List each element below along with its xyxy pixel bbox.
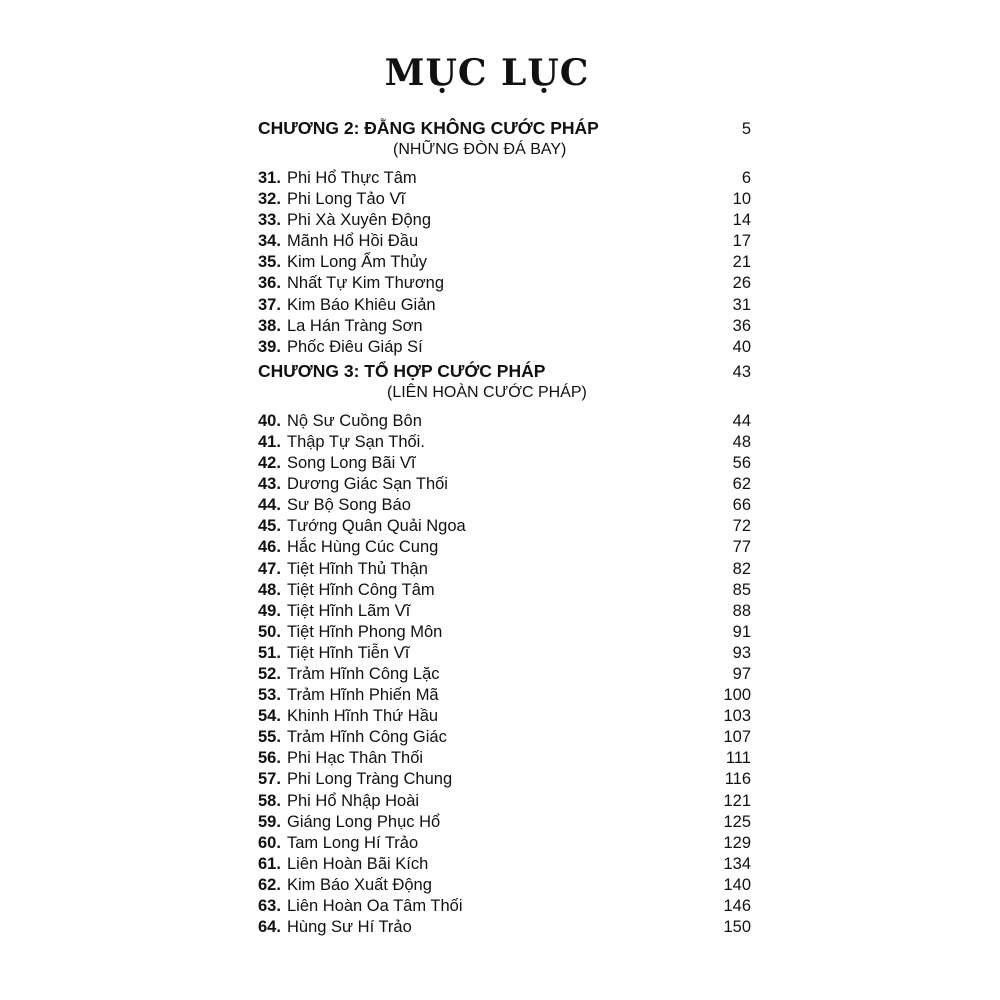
entry-name: Tiệt Hĩnh Tiễn Vĩ xyxy=(287,643,410,662)
entry-name: Trảm Hĩnh Công Lặc xyxy=(287,664,440,683)
entry-page-number: 91 xyxy=(732,622,751,641)
toc-entry xyxy=(258,433,753,454)
entry-name: Kim Báo Khiêu Giản xyxy=(287,295,436,314)
entry-name: Tiệt Hĩnh Phong Môn xyxy=(287,622,443,641)
toc-entry xyxy=(258,749,753,770)
entry-number: 40. xyxy=(258,411,281,430)
entry-name: Mãnh Hổ Hồi Đầu xyxy=(287,232,419,251)
entry-page-number: 88 xyxy=(732,601,751,620)
entry-page-number: 72 xyxy=(732,517,751,536)
entry-page-number: 150 xyxy=(723,918,751,937)
entry-name: Hùng Sư Hí Trảo xyxy=(287,918,412,937)
toc-entry xyxy=(258,274,753,295)
toc-entry xyxy=(258,296,753,317)
entry-name: Liên Hoàn Bãi Kích xyxy=(287,854,429,873)
entry-page-number: 129 xyxy=(723,833,751,852)
entry-page-number: 31 xyxy=(732,295,751,314)
entry-number: 49. xyxy=(258,601,281,620)
entry-page-number: 36 xyxy=(732,316,751,335)
toc-entry xyxy=(258,918,753,939)
toc-entry xyxy=(258,232,753,253)
toc-entry xyxy=(258,855,753,876)
entry-page-number: 111 xyxy=(725,749,751,768)
chapter-page-number: 43 xyxy=(732,362,751,381)
entry-page-number: 62 xyxy=(732,475,751,494)
entry-name: Phi Hạc Thân Thối xyxy=(287,749,424,768)
entry-number: 45. xyxy=(258,517,281,536)
entry-number: 38. xyxy=(258,316,281,335)
entry-page-number: 121 xyxy=(723,791,751,810)
entry-name: Thập Tự Sạn Thối. xyxy=(287,432,425,451)
entry-name: Phi Hổ Thực Tâm xyxy=(287,169,417,187)
entry-name: Phốc Điêu Giáp Sí xyxy=(287,337,423,356)
entry-page-number: 93 xyxy=(732,643,751,662)
entry-number: 35. xyxy=(258,253,281,272)
entry-number: 33. xyxy=(258,211,281,230)
entry-name: La Hán Tràng Sơn xyxy=(287,316,423,335)
entry-name: Trảm Hĩnh Công Giác xyxy=(287,728,447,747)
entry-page-number: 77 xyxy=(732,538,751,557)
entry-number: 43. xyxy=(258,475,281,494)
entry-name: Hắc Hùng Cúc Cung xyxy=(287,538,439,557)
entry-page-number: 48 xyxy=(732,432,751,451)
entry-number: 61. xyxy=(258,854,281,873)
entry-number: 60. xyxy=(258,833,281,852)
entry-number: 47. xyxy=(258,559,281,578)
toc-entry xyxy=(258,211,753,232)
toc-entry xyxy=(258,644,753,665)
entry-page-number: 107 xyxy=(723,728,751,747)
chapter-subtitle: (LIÊN HOÀN CƯỚC PHÁP) xyxy=(387,383,587,401)
entry-name: Kim Long Ẩm Thủy xyxy=(287,253,428,272)
toc-entry xyxy=(258,707,753,728)
toc-entry xyxy=(258,253,753,274)
entry-number: 59. xyxy=(258,812,281,831)
entry-page-number: 66 xyxy=(732,496,751,515)
toc-entry xyxy=(258,190,753,211)
entry-page-number: 17 xyxy=(732,232,751,251)
entry-number: 51. xyxy=(258,643,281,662)
toc-entry xyxy=(258,454,753,475)
entry-page-number: 125 xyxy=(723,812,751,831)
toc-entry xyxy=(258,581,753,602)
toc-entry xyxy=(258,665,753,686)
entry-page-number: 100 xyxy=(723,686,751,705)
entry-number: 31. xyxy=(258,169,281,187)
entry-name: Nộ Sư Cuồng Bôn xyxy=(287,411,422,430)
entry-number: 57. xyxy=(258,770,281,789)
entry-name: Dương Giác Sạn Thối xyxy=(287,475,448,494)
toc-list xyxy=(258,116,753,941)
entry-name: Kim Báo Xuất Động xyxy=(287,875,432,894)
toc-entry xyxy=(258,538,753,559)
entry-number: 39. xyxy=(258,337,281,356)
chapter-title: CHƯƠNG 3: TỔ HỢP CƯỚC PHÁP xyxy=(258,360,546,381)
toc-entry xyxy=(258,897,753,918)
entry-name: Tam Long Hí Trảo xyxy=(287,833,419,852)
entry-number: 41. xyxy=(258,432,281,451)
chapter-heading xyxy=(258,118,753,141)
entry-page-number: 103 xyxy=(723,707,751,726)
entry-list xyxy=(258,169,753,359)
entry-number: 44. xyxy=(258,496,281,515)
entry-name: Sư Bộ Song Báo xyxy=(287,496,411,515)
entry-page-number: 40 xyxy=(732,337,751,356)
entry-number: 53. xyxy=(258,686,281,705)
entry-page-number: 140 xyxy=(723,875,751,894)
entry-page-number: 26 xyxy=(732,274,751,293)
toc-entry xyxy=(258,792,753,813)
toc-entry xyxy=(258,602,753,623)
entry-number: 36. xyxy=(258,274,281,293)
entry-page-number: 21 xyxy=(732,253,751,272)
entry-name: Liên Hoàn Oa Tâm Thối xyxy=(287,897,463,915)
toc-entry xyxy=(258,496,753,517)
entry-name: Trảm Hĩnh Phiến Mã xyxy=(287,686,439,705)
entry-page-number: 85 xyxy=(732,580,751,599)
toc-entry xyxy=(258,623,753,644)
toc-entry xyxy=(258,686,753,707)
entry-page-number: 97 xyxy=(732,664,751,683)
entry-name: Phi Hổ Nhập Hoài xyxy=(287,791,420,810)
entry-name: Nhất Tự Kim Thương xyxy=(287,274,445,293)
entry-number: 42. xyxy=(258,454,281,473)
entry-name: Tiệt Hĩnh Lãm Vĩ xyxy=(287,601,411,620)
toc-entry xyxy=(258,813,753,834)
entry-number: 54. xyxy=(258,707,281,726)
entry-page-number: 14 xyxy=(732,211,751,230)
entry-number: 37. xyxy=(258,295,281,314)
toc-entry xyxy=(258,560,753,581)
entry-number: 50. xyxy=(258,622,281,641)
toc-entry xyxy=(258,876,753,897)
entry-number: 58. xyxy=(258,791,281,810)
entry-list xyxy=(258,412,753,939)
entry-page-number: 134 xyxy=(723,854,751,873)
chapter-title: CHƯƠNG 2: ĐẰNG KHÔNG CƯỚC PHÁP xyxy=(258,118,599,138)
entry-number: 63. xyxy=(258,897,281,915)
toc-entry xyxy=(258,475,753,496)
toc-entry xyxy=(258,728,753,749)
chapter-subtitle: (NHỮNG ĐÒN ĐÁ BAY) xyxy=(393,141,567,158)
toc-entry xyxy=(258,517,753,538)
entry-number: 46. xyxy=(258,538,281,557)
toc-entry xyxy=(258,834,753,855)
entry-number: 48. xyxy=(258,580,281,599)
entry-number: 52. xyxy=(258,664,281,683)
entry-number: 32. xyxy=(258,190,281,209)
toc-entry xyxy=(258,338,753,359)
entry-name: Tướng Quân Quải Ngoa xyxy=(287,517,466,536)
toc-entry xyxy=(258,169,753,190)
entry-name: Tiệt Hĩnh Công Tâm xyxy=(287,580,435,599)
entry-name: Phi Long Tràng Chung xyxy=(287,770,453,789)
entry-name: Phi Long Tảo Vĩ xyxy=(287,190,406,209)
toc-entry xyxy=(258,770,753,791)
page-title: MỤC LỤC xyxy=(384,52,590,94)
chapter-page-number: 5 xyxy=(741,120,751,138)
entry-number: 34. xyxy=(258,232,281,251)
entry-page-number: 116 xyxy=(724,770,751,789)
entry-number: 55. xyxy=(258,728,281,747)
entry-page-number: 10 xyxy=(732,190,751,209)
entry-number: 64. xyxy=(258,918,281,937)
entry-page-number: 146 xyxy=(723,897,751,915)
entry-number: 62. xyxy=(258,875,281,894)
entry-name: Song Long Bãi Vĩ xyxy=(287,454,416,473)
entry-page-number: 6 xyxy=(741,169,751,187)
entry-number: 56. xyxy=(258,749,281,768)
entry-name: Tiệt Hĩnh Thủ Thận xyxy=(287,559,428,578)
chapter-heading xyxy=(258,361,753,384)
entry-page-number: 44 xyxy=(732,411,751,430)
toc-entry xyxy=(258,317,753,338)
entry-name: Giáng Long Phục Hổ xyxy=(287,812,441,831)
entry-name: Khinh Hĩnh Thứ Hầu xyxy=(287,707,439,726)
entry-page-number: 82 xyxy=(732,559,751,578)
entry-page-number: 56 xyxy=(732,454,751,473)
entry-name: Phi Xà Xuyên Động xyxy=(287,211,432,230)
toc-entry xyxy=(258,412,753,433)
